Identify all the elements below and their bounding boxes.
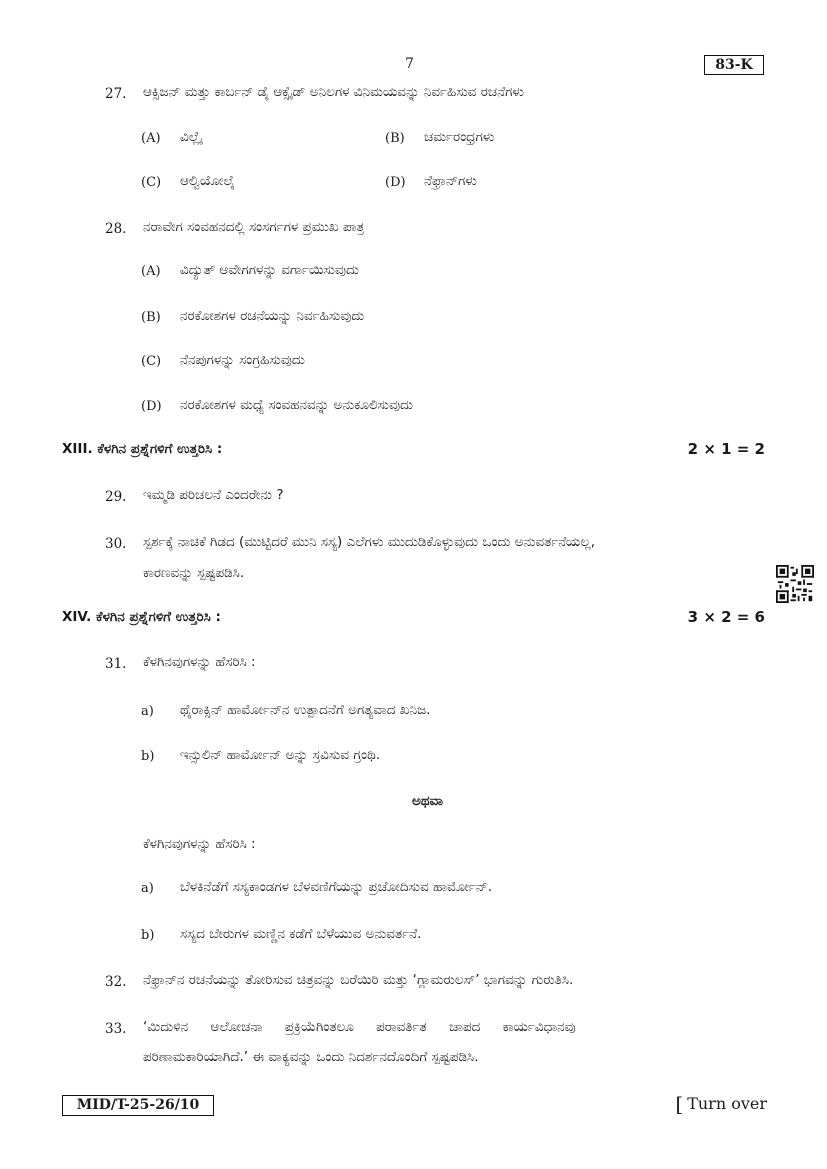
qr-code-icon xyxy=(776,565,814,603)
q32-number: 32. xyxy=(105,974,127,990)
q27-option-d-letter: (D) xyxy=(385,175,406,190)
q31-alt-part-b-letter: b) xyxy=(141,928,155,943)
q28-option-b-letter: (B) xyxy=(141,310,161,325)
q27-option-c-letter: (C) xyxy=(141,175,162,190)
turn-over-bracket: [ xyxy=(675,1092,684,1116)
q30-number: 30. xyxy=(105,536,127,552)
q27-option-c-text: ಆಲ್ವಿಯೋಲೈ xyxy=(180,173,235,189)
footer-code-box: MID/T-25-26/10 xyxy=(62,1095,214,1116)
q27-option-b-text: ಚರ್ಮರಂಧ್ರಗಳು xyxy=(424,129,495,145)
section-xiii-marks: 2 × 1 = 2 xyxy=(687,440,765,458)
q31-text: ಕೆಳಗಿನವುಗಳನ್ನು ಹೆಸರಿಸಿ : xyxy=(143,654,256,670)
or-label: ಅಥವಾ xyxy=(412,793,444,809)
q31-alt-part-b-text: ಸಸ್ಯದ ಬೇರುಗಳ ಮಣ್ಣಿನ ಕಡೆಗೆ ಬೆಳೆಯುವ ಅನುವರ್ತನೆ. xyxy=(180,926,422,942)
q29-number: 29. xyxy=(105,489,127,505)
q28-number: 28. xyxy=(105,221,127,237)
q31-part-b-letter: b) xyxy=(141,749,155,764)
q31-alt-part-a-letter: a) xyxy=(141,881,154,896)
q28-option-a-text: ವಿದ್ಯುತ್ ಆವೇಗಗಳನ್ನು ವರ್ಗಾಯಿಸುವುದು xyxy=(180,262,359,278)
q27-option-a-text: ವಿಲ್ಲೈ xyxy=(180,129,202,145)
q27-text: ಆಕ್ಸಿಜನ್ ಮತ್ತು ಕಾರ್ಬನ್ ಡೈ ಆಕ್ಸೈಡ್ ಅನಿಲಗಳ ವಿನಿಮಯವನ್ನು ನಿರ್ವಹಿಸುವ ರಚನೆಗಳು xyxy=(143,84,525,100)
q33-text-line1: ‘ಮಿದುಳಿನ ಆಲೋಚನಾ ಪ್ರಕ್ರಿಯೆಗಿಂತಲೂ ಪರಾವರ್ತಿತ ಚಾಪದ ಕಾರ್ಯವಿಧಾನವು xyxy=(143,1019,576,1035)
q31-alt-part-a-text: ಬೆಳಕಿನೆಡೆಗೆ ಸಸ್ಯಕಾಂಡಗಳ ಬೆಳವಣಿಗೆಯನ್ನು ಪ್ರಚೋದಿಸುವ ಹಾರ್ಮೋನ್. xyxy=(180,879,493,895)
turn-over-text: Turn over xyxy=(687,1094,767,1113)
q32-text: ನೆಫ್ರಾನ್‌ನ ರಚನೆಯನ್ನು ತೋರಿಸುವ ಚಿತ್ರವನ್ನು ಬರೆಯಿರಿ ಮತ್ತು ‘ಗ್ಲಾಮರುಲಸ್’ ಭಾಗವನ್ನು ಗುರುತಿಸಿ. xyxy=(143,972,574,988)
q33-number: 33. xyxy=(105,1021,127,1037)
q28-option-b-text: ನರಕೋಶಗಳ ರಚನೆಯನ್ನು ನಿರ್ವಹಿಸುವುದು xyxy=(180,308,365,324)
q31-alt-text: ಕೆಳಗಿನವುಗಳನ್ನು ಹೆಸರಿಸಿ : xyxy=(143,836,256,852)
section-xiii-title: XIII. ಕೆಳಗಿನ ಪ್ರಶ್ನೆಗಳಿಗೆ ಉತ್ತರಿಸಿ : xyxy=(62,441,223,457)
q33-text-line2: ಪರಿಣಾಮಕಾರಿಯಾಗಿದೆ.’ ಈ ವಾಕ್ಯವನ್ನು ಒಂದು ನಿದರ್ಶನದೊಂದಿಗೆ ಸ್ಪಷ್ಟಪಡಿಸಿ. xyxy=(143,1049,479,1065)
q28-option-d-letter: (D) xyxy=(141,399,162,414)
q30-text-line2: ಕಾರಣವನ್ನು ಸ್ಪಷ್ಟಪಡಿಸಿ. xyxy=(143,565,245,581)
q27-option-b-letter: (B) xyxy=(385,131,405,146)
q31-number: 31. xyxy=(105,656,127,672)
q28-option-a-letter: (A) xyxy=(141,264,161,279)
q27-option-d-text: ನೆಫ್ರಾನ್‌ಗಳು xyxy=(424,173,477,189)
page-number: 7 xyxy=(405,56,414,72)
q28-option-c-letter: (C) xyxy=(141,354,162,369)
q31-part-a-letter: a) xyxy=(141,704,154,719)
q27-option-a-letter: (A) xyxy=(141,131,161,146)
q31-part-a-text: ಥೈರಾಕ್ಸಿನ್ ಹಾರ್ಮೋನ್‌ನ ಉತ್ಪಾದನೆಗೆ ಅಗತ್ಯವಾದ ಖನಿಜ. xyxy=(180,702,431,718)
q31-part-b-text: ಇನ್ಸುಲಿನ್ ಹಾರ್ಮೋನ್ ಅನ್ನು ಸ್ರವಿಸುವ ಗ್ರಂಥಿ. xyxy=(180,747,381,763)
q30-text-line1: ಸ್ಪರ್ಶಕ್ಕೆ ನಾಚಿಕೆ ಗಿಡದ (ಮುಟ್ಟಿದರೆ ಮುನಿ ಸಸ್ಯ) ಎಲೆಗಳು ಮುದುಡಿಕೊಳ್ಳುವುದು ಒಂದು ಅನುವರ್ತನೆಯಲ್ಲ, xyxy=(143,534,596,550)
turn-over-label xyxy=(675,1092,767,1116)
q28-text: ನರಾವೇಗ ಸಂವಹನದಲ್ಲಿ ಸಂಸರ್ಗಗಳ ಪ್ರಮುಖ ಪಾತ್ರ xyxy=(143,219,365,235)
q28-option-c-text: ನೆನಪುಗಳನ್ನು ಸಂಗ್ರಹಿಸುವುದು xyxy=(180,352,305,368)
section-xiv-marks: 3 × 2 = 6 xyxy=(687,608,765,626)
q29-text: ಇಮ್ಮಡಿ ಪರಿಚಲನೆ ಎಂದರೇನು ? xyxy=(143,487,284,503)
q27-number: 27. xyxy=(105,86,127,102)
section-xiv-title: XIV. ಕೆಳಗಿನ ಪ್ರಶ್ನೆಗಳಿಗೆ ಉತ್ತರಿಸಿ : xyxy=(62,609,221,625)
paper-code-box: 83-K xyxy=(704,55,764,75)
q28-option-d-text: ನರಕೋಶಗಳ ಮಧ್ಯೆ ಸಂವಹನವನ್ನು ಅನುಕೂಲಿಸುವುದು xyxy=(180,397,414,413)
